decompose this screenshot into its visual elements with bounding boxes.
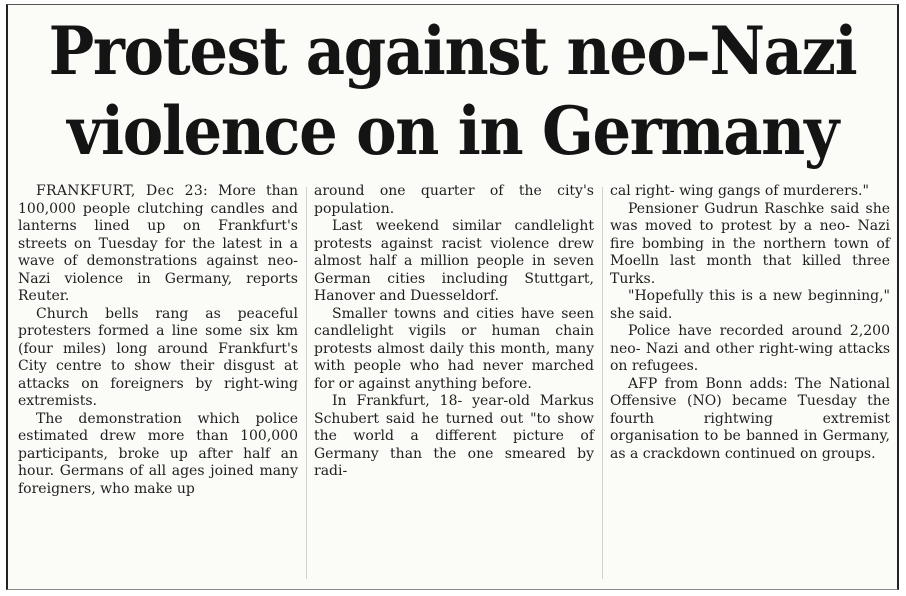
paragraph: "Hopefully this is a new beginning," she said. (610, 288, 890, 322)
paragraph: AFP from Bonn adds: The National Offensive (NO) became Tuesday the fourth rightwing extremist organisation to be banned in Germany, as a crackdown continued on groups. (610, 375, 890, 462)
column-divider (306, 187, 307, 579)
paragraph: Police have recorded around 2,200 neo- Nazi and other right-wing attacks on refugees. (610, 323, 890, 374)
paragraph-continued: around one quarter of the city's population. (314, 183, 594, 217)
column-divider (602, 187, 603, 579)
paragraph (18, 183, 298, 306)
article-column-1 (18, 183, 298, 590)
paragraph: The demonstration which police estimated drew more than 100,000 participants, broke up after half an hour. Germans of all ages joined many foreigners, who make up (18, 410, 298, 497)
dateline: FRANKFURT, Dec 23: (36, 183, 209, 199)
headline-line-1: Protest against neo-Nazi (48, 12, 857, 90)
paragraph: In Frankfurt, 18- year-old Markus Schubert said he turned out "to show the world a different picture of Germany than the one smeared by radi- (314, 393, 594, 479)
paragraph: Smaller towns and cities have seen candlelight vigils or human chain protests almost daily this month, many with people who had never marched for or against anything before. (314, 305, 594, 392)
article-column-2 (314, 183, 594, 590)
paragraph: Last weekend similar candlelight protests against racist violence drew almost half a million people in seven German cities including Stuttgart, Hanover and Duesseldorf. (314, 218, 594, 304)
newspaper-clipping (6, 4, 899, 590)
paragraph: Church bells rang as peaceful protesters formed a line some six km (four miles) long around Frankfurt's City centre to show their disgust at attacks on foreigners by right-wing extremists. (18, 305, 298, 409)
headline-line-2: violence on in Germany (67, 92, 838, 170)
paragraph-continued: cal right- wing gangs of murderers." (610, 183, 869, 199)
headline (44, 5, 862, 171)
article-column-3 (610, 183, 890, 590)
paragraph: Pensioner Gudrun Raschke said she was moved to protest by a neo- Nazi fire bombing in the northern town of Moelln last month that killed three Turks. (610, 200, 890, 287)
article-body (18, 183, 890, 590)
paragraph-text: More than 100,000 people clutching candles and lanterns lined up on Frankfurt's streets on Tuesday for the latest in a wave of demonstrations against neo-Nazi violence in Germany, reports Reuter. (18, 183, 298, 304)
